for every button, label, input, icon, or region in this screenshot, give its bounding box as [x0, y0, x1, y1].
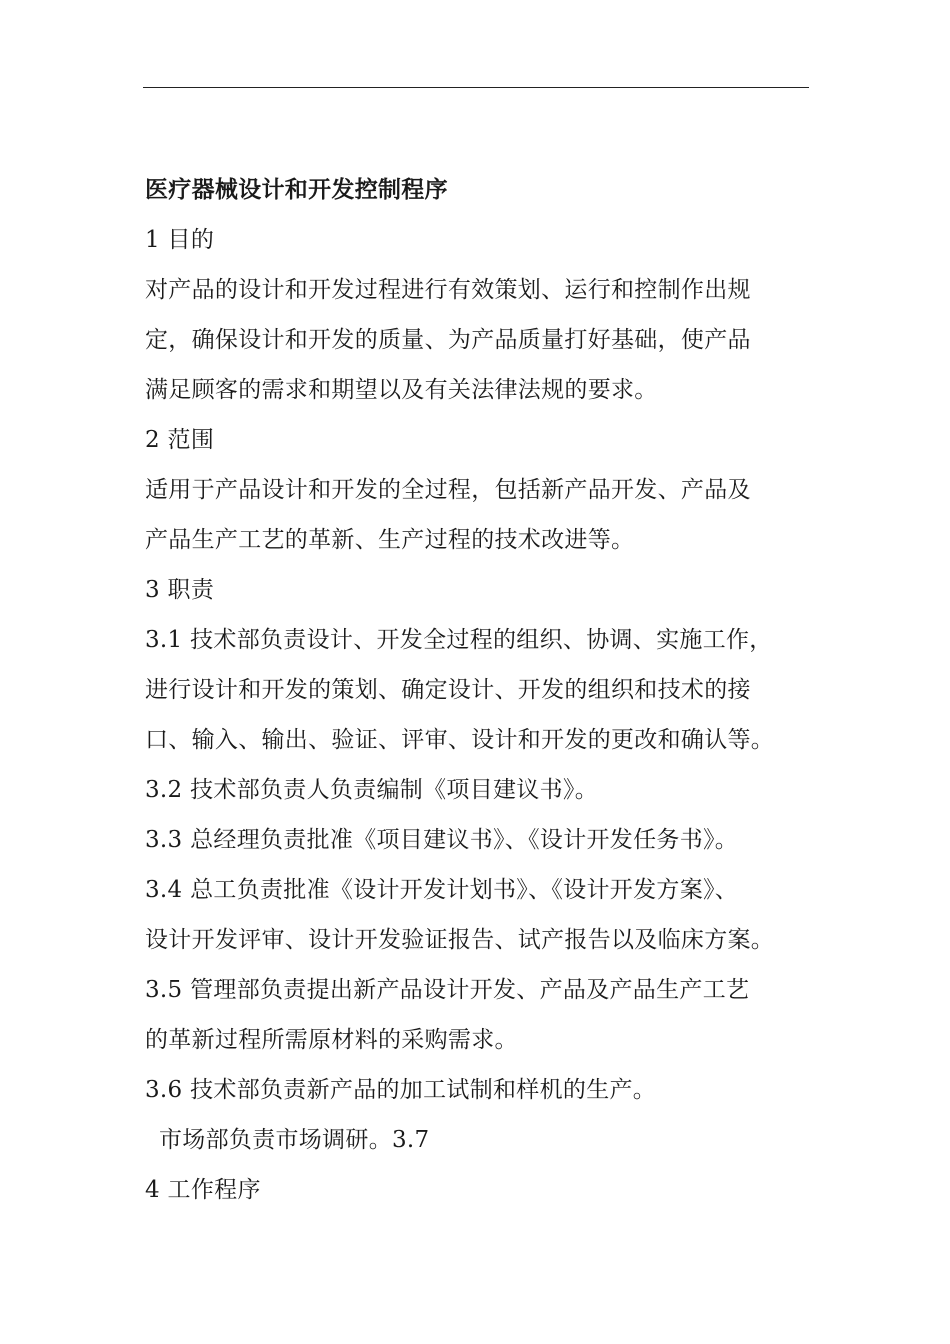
document-title: 医疗器械设计和开发控制程序: [145, 177, 448, 203]
paragraph-line: 适用于产品设计和开发的全过程，包括新产品开发、产品及: [145, 477, 751, 503]
paragraph-line: 定，确保设计和开发的质量、为产品质量打好基础，使产品: [145, 327, 751, 353]
paragraph-line: 3.1 技术部负责设计、开发全过程的组织、协调、实施工作，: [145, 627, 773, 653]
section-heading-scope: 2 范围: [145, 427, 215, 453]
header-rule: [143, 87, 809, 88]
paragraph-line: 市场部负责市场调研。3.7: [159, 1127, 430, 1153]
paragraph-line: 产品生产工艺的革新、生产过程的技术改进等。: [145, 527, 635, 553]
section-heading-responsibilities: 3 职责: [145, 577, 215, 603]
paragraph-line: 3.2 技术部负责人负责编制《项目建议书》。: [145, 777, 598, 803]
paragraph-line: 的革新过程所需原材料的采购需求。: [145, 1027, 518, 1053]
paragraph-line: 3.6 技术部负责新产品的加工试制和样机的生产。: [145, 1077, 657, 1103]
document-body: [145, 165, 815, 1215]
paragraph-line: 口、输入、输出、验证、评审、设计和开发的更改和确认等。: [145, 727, 775, 753]
paragraph-line: 3.3 总经理负责批准《项目建议书》、《设计开发任务书》。: [145, 827, 739, 853]
paragraph-line: 3.5 管理部负责提出新产品设计开发、产品及产品生产工艺: [145, 977, 750, 1003]
paragraph-line: 满足顾客的需求和期望以及有关法律法规的要求。: [145, 377, 658, 403]
section-heading-purpose: 1 目的: [145, 227, 215, 253]
paragraph-line: 进行设计和开发的策划、确定设计、开发的组织和技术的接: [145, 677, 751, 703]
paragraph-line: 3.4 总工负责批准《设计开发计划书》、《设计开发方案》、: [145, 877, 739, 903]
paragraph-line: 对产品的设计和开发过程进行有效策划、运行和控制作出规: [145, 277, 751, 303]
section-heading-procedure: 4 工作程序: [145, 1177, 261, 1203]
paragraph-line: 设计开发评审、设计开发验证报告、试产报告以及临床方案。: [145, 927, 775, 953]
